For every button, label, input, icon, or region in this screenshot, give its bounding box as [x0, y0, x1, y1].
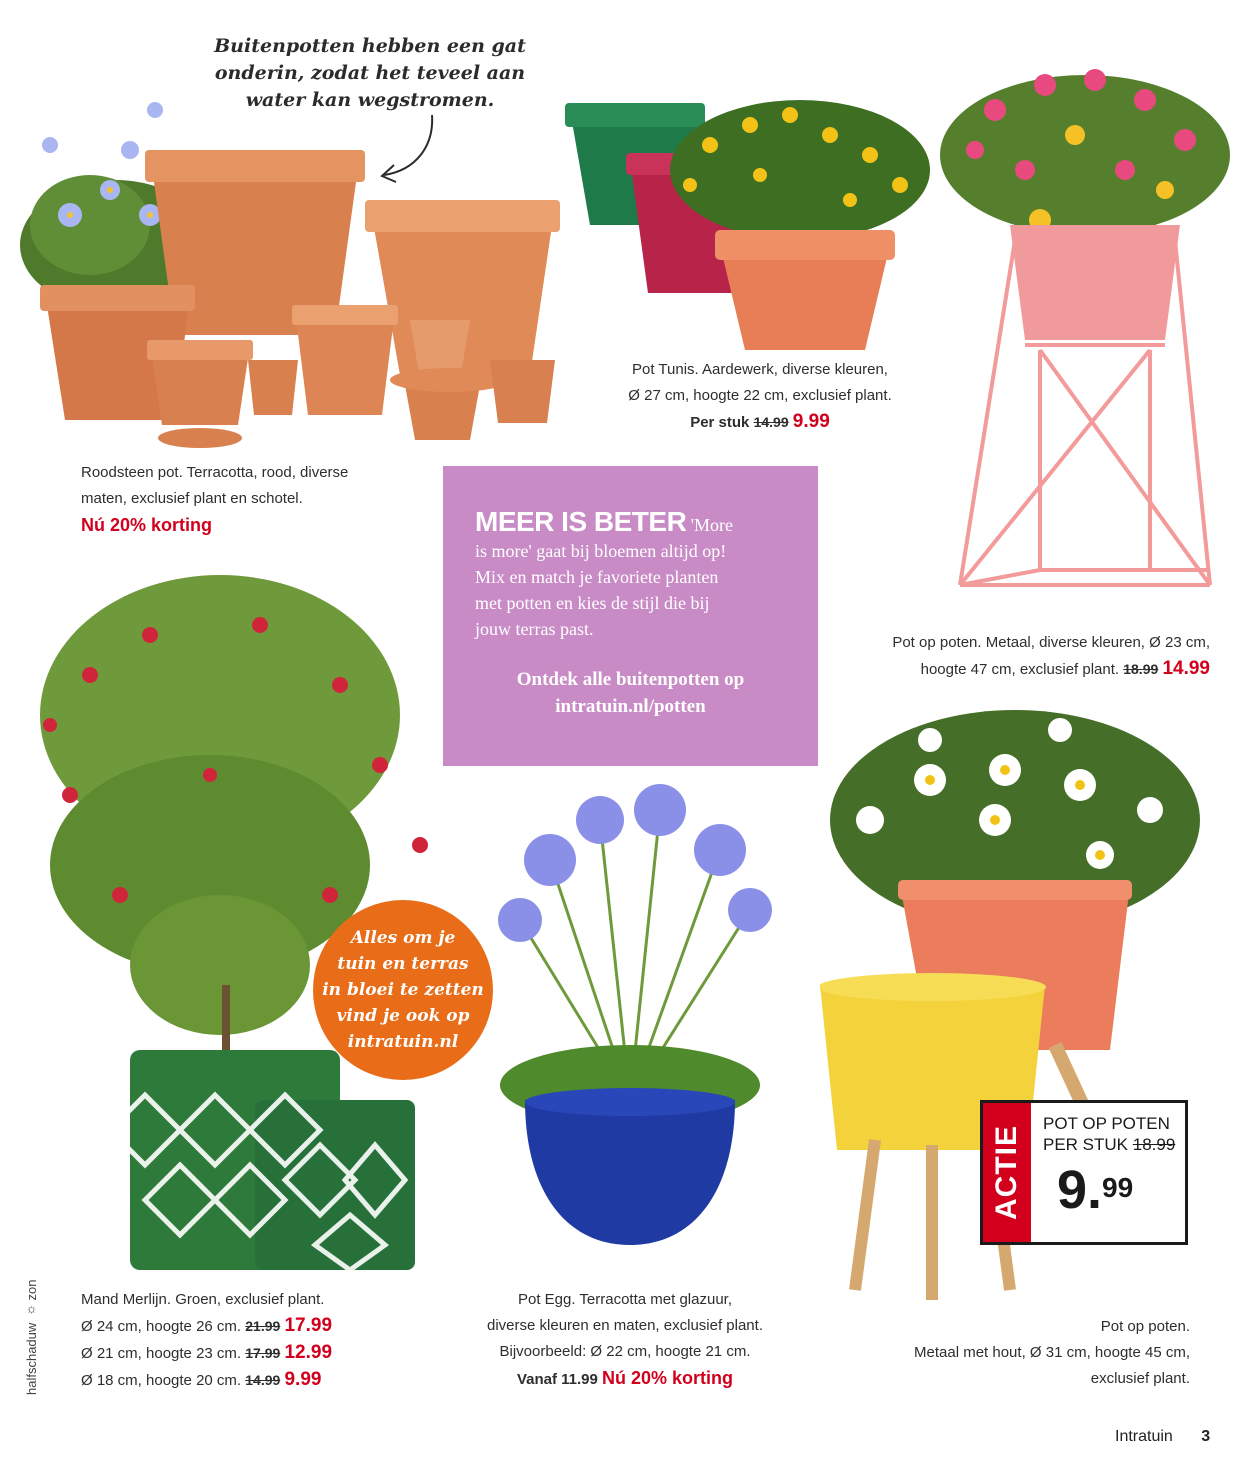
terracotta-pots-image: [10, 95, 570, 455]
actie-old-price: 18.99: [1132, 1135, 1176, 1154]
pot-egg-image: [480, 780, 780, 1250]
egg-desc-line-1: Pot Egg. Terracotta met glazuur,: [517, 1291, 732, 1308]
circle-line-4: vind je ook op: [336, 1006, 470, 1026]
circle-line-3: in bloei te zetten: [322, 980, 484, 1000]
promo-cta-line-2: intratuin.nl/potten: [555, 696, 706, 717]
pink-flowers-plant: [940, 69, 1230, 235]
page-number: 3: [1201, 1428, 1211, 1445]
merlijn-new-price: 17.99: [284, 1315, 333, 1336]
merlijn-new-price: 9.99: [284, 1369, 322, 1390]
op-poten-metaal-desc-line-2: hoogte 47 cm, exclusief plant.: [920, 661, 1120, 678]
tunis-price-line: [585, 409, 935, 436]
circle-line-1: Alles om je: [350, 928, 456, 948]
yellow-flowers-plant: [670, 100, 930, 240]
actie-price: [1057, 1160, 1175, 1220]
promo-body-line-3: Mix en match je favoriete planten: [475, 567, 719, 587]
merlijn-old-price: 17.99: [245, 1345, 281, 1361]
op-poten-metaal-new-price: 14.99: [1162, 658, 1210, 679]
egg-vanaf: Vanaf 11.99: [516, 1371, 598, 1388]
egg-price-line: [445, 1365, 805, 1393]
promo-cta-line-1: Ontdek alle buitenpotten op: [516, 669, 745, 690]
op-poten-hout-desc-line-2: Metaal met hout, Ø 31 cm, hoogte 45 cm,: [914, 1344, 1190, 1361]
roodsteen-desc-line-1: Roodsteen pot. Terracotta, rood, diverse: [81, 464, 349, 481]
actie-line-2: PER STUK: [1043, 1135, 1129, 1154]
footer-brand: Intratuin: [1115, 1428, 1173, 1445]
op-poten-hout-caption: [840, 1314, 1190, 1392]
tunis-per-stuk: Per stuk: [690, 414, 750, 431]
actie-price-main: 9.: [1057, 1160, 1103, 1220]
egg-desc-line-2: diverse kleuren en maten, exclusief plant.: [487, 1317, 763, 1334]
op-poten-metaal-old-price: 18.99: [1123, 661, 1159, 677]
op-poten-hout-desc-line-1: Pot op poten.: [1100, 1318, 1190, 1335]
actie-line-1: POT OP POTEN: [1043, 1114, 1170, 1133]
actie-badge: [980, 1100, 1188, 1245]
promo-body-line-5: jouw terras past.: [475, 619, 594, 639]
promo-cta-link[interactable]: [475, 666, 786, 720]
promo-circle[interactable]: [313, 900, 493, 1080]
op-poten-metaal-price-line: [820, 656, 1210, 683]
woven-basket: [110, 1050, 415, 1270]
page-footer: [1115, 1428, 1210, 1446]
promo-body-start: 'More: [690, 515, 733, 535]
egg-caption: [445, 1287, 805, 1393]
actie-price-cents: 99: [1102, 1172, 1134, 1203]
merlijn-caption: [81, 1287, 461, 1394]
note-line-2: onderin, zodat het teveel aan: [214, 62, 526, 84]
merlijn-row: [81, 1367, 461, 1394]
promo-heading: MEER IS BETER: [475, 506, 687, 537]
actie-tag: ACTIE: [983, 1103, 1031, 1242]
tunis-old-price: 14.99: [753, 414, 789, 430]
merlijn-old-price: 14.99: [245, 1372, 281, 1388]
merlijn-new-price: 12.99: [284, 1342, 333, 1363]
merlijn-row: [81, 1313, 461, 1340]
merlijn-size: Ø 18 cm, hoogte 20 cm.: [81, 1372, 242, 1389]
pot-tunis-image: [560, 85, 940, 355]
merlijn-desc-line-1: Mand Merlijn. Groen, exclusief plant.: [81, 1291, 325, 1308]
pot-op-poten-metaal-image: [935, 40, 1235, 610]
roodsteen-desc-line-2: maten, exclusief plant en schotel.: [81, 490, 303, 507]
merlijn-size: Ø 24 cm, hoogte 26 cm.: [81, 1318, 242, 1335]
promo-first-line: [475, 506, 786, 538]
roodsteen-discount: Nú 20% korting: [81, 515, 213, 535]
promo-body-line-4: met potten en kies de stijl die bij: [475, 593, 710, 613]
merlijn-row: [81, 1340, 461, 1367]
tunis-desc-line-1: Pot Tunis. Aardewerk, diverse kleuren,: [632, 361, 888, 378]
circle-line-2: tuin en terras: [337, 954, 469, 974]
egg-desc-line-3: Bijvoorbeeld: Ø 22 cm, hoogte 21 cm.: [499, 1343, 751, 1360]
egg-discount: Nú 20% korting: [602, 1368, 734, 1388]
tunis-desc-line-2: Ø 27 cm, hoogte 22 cm, exclusief plant.: [628, 387, 892, 404]
promo-body-line-2: is more' gaat bij bloemen altijd op!: [475, 541, 727, 561]
agapanthus-plant: [498, 784, 772, 1125]
arrow-icon: [372, 110, 442, 185]
tunis-new-price: 9.99: [792, 411, 830, 432]
op-poten-metaal-caption: [820, 630, 1210, 683]
tunis-caption: [585, 357, 935, 436]
merlijn-size: Ø 21 cm, hoogte 23 cm.: [81, 1345, 242, 1362]
light-requirement-label: halfschaduw ☼ zon: [24, 1279, 39, 1395]
circle-line-5: intratuin.nl: [347, 1032, 459, 1052]
note-line-3: water kan wegstromen.: [245, 89, 495, 111]
op-poten-hout-desc-line-3: exclusief plant.: [1090, 1370, 1190, 1387]
actie-content: [1031, 1103, 1175, 1242]
merlijn-old-price: 21.99: [245, 1318, 281, 1334]
note-line-1: Buitenpotten hebben een gat: [214, 35, 526, 57]
roodsteen-caption: [81, 460, 441, 538]
handwritten-note: [210, 33, 530, 114]
promo-box: [443, 466, 818, 766]
actie-line-2-wrap: [1043, 1134, 1175, 1155]
op-poten-metaal-desc-line-1: Pot op poten. Metaal, diverse kleuren, Ø 23 cm,: [892, 634, 1210, 651]
